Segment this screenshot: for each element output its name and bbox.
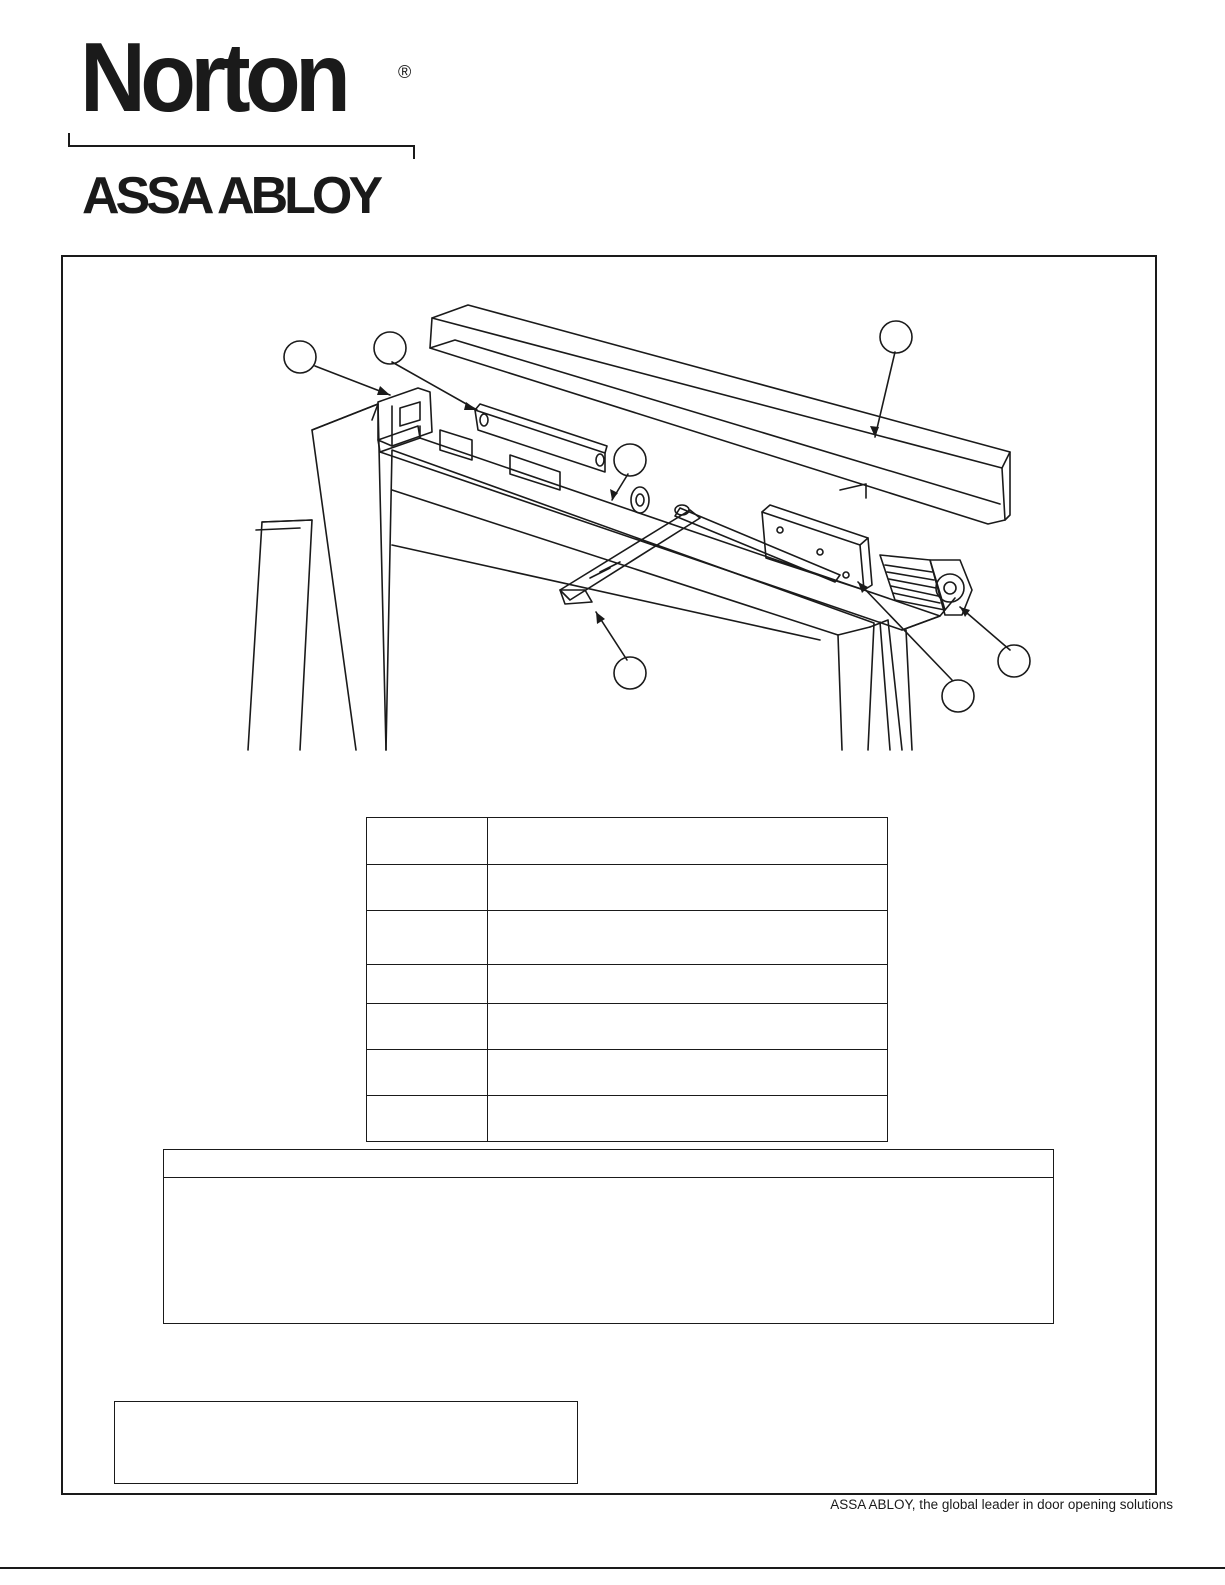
assa-abloy-wordmark: ASSA ABLOY xyxy=(82,167,380,225)
norton-wordmark: Norton xyxy=(80,22,346,132)
part-code-cell xyxy=(367,965,488,1004)
callout-circle-7 xyxy=(942,680,974,712)
part-description-cell xyxy=(488,1096,888,1142)
part-description-cell xyxy=(488,1004,888,1050)
registered-mark: ® xyxy=(398,62,412,82)
table-row xyxy=(367,865,888,911)
part-description-cell xyxy=(488,818,888,865)
callout-circle-1 xyxy=(284,341,316,373)
door-closer-exploded-drawing xyxy=(0,0,1225,760)
closer-body xyxy=(762,512,864,590)
info-box xyxy=(114,1401,578,1484)
door-frame-opening xyxy=(386,450,874,750)
pinion-shaft xyxy=(631,487,649,513)
notes-body xyxy=(164,1178,1053,1194)
door-frame-left-jamb xyxy=(312,404,386,750)
leader-cover xyxy=(875,352,895,437)
cover xyxy=(430,318,1005,524)
table-row xyxy=(367,965,888,1004)
callout-circle-6 xyxy=(998,645,1030,677)
part-code-cell xyxy=(367,911,488,965)
table-row xyxy=(367,1050,888,1096)
part-description-cell xyxy=(488,865,888,911)
part-code-cell xyxy=(367,1004,488,1050)
footer-tagline: ASSA ABLOY, the global leader in door opening solutions xyxy=(830,1497,1173,1512)
table-row xyxy=(367,1096,888,1142)
part-description-cell xyxy=(488,911,888,965)
table-row xyxy=(367,911,888,965)
part-code-cell xyxy=(367,1050,488,1096)
table-row xyxy=(367,1004,888,1050)
parts-table xyxy=(366,817,888,1142)
part-description-cell xyxy=(488,1050,888,1096)
part-code-cell xyxy=(367,1096,488,1142)
callout-circle-5 xyxy=(614,657,646,689)
part-code-cell xyxy=(367,818,488,865)
notes-header xyxy=(164,1150,1053,1178)
part-code-cell xyxy=(367,865,488,911)
callout-circle-2 xyxy=(374,332,406,364)
table-row xyxy=(367,818,888,865)
bottom-rule xyxy=(0,1567,1225,1569)
notes-box xyxy=(163,1149,1054,1324)
callout-circle-3 xyxy=(880,321,912,353)
part-description-cell xyxy=(488,965,888,1004)
door-left-panel xyxy=(248,520,312,750)
leader-mounting-plate xyxy=(392,362,477,410)
callout-circle-4 xyxy=(614,444,646,476)
